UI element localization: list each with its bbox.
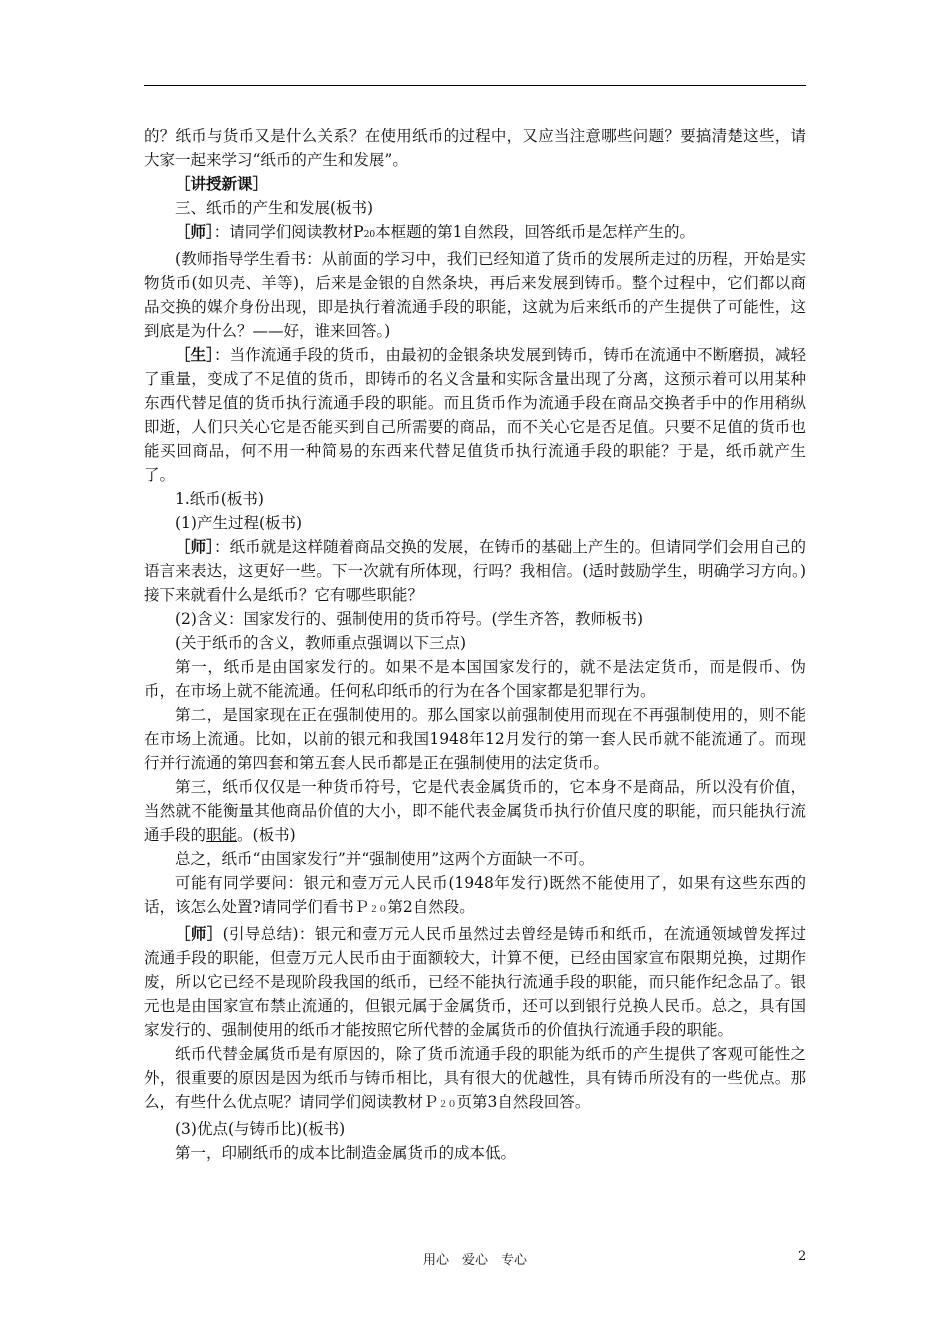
text-run: 。(板书) [237,826,296,844]
text-run: 第2自然段。 [387,898,475,916]
paragraph: 总之，纸币“由国家发行”并“强制使用”这两个方面缺一不可。 [175,850,595,868]
paragraph [144,220,806,247]
speaker-label: ［师］ [175,537,214,556]
text-run: 纸币代替金属货币是有原因的，除了货币流通手段的职能为纸币的产生提供了客观可能性之外，很重要的原因是因为纸币与铸币相比，具有很大的优越性，具有铸币所没有的一些优点。那么，有些什么优点呢？请同学们阅读教材Ｐ [144,1045,806,1111]
paragraph: 第一，纸币是由国家发行的。如果不是本国国家发行的，就不是法定货币，而是假币、伪币，在市场上就不能流通。任何私印纸币的行为在各个国家都是犯罪行为。 [144,658,806,700]
text-run: ：纸币就是这样随着商品交换的发展，在铸币的基础上产生的。但请同学们会用自己的语言来表达，这更好一些。下一次就有所体现，行吗？我相信。(适时鼓励学生，明确学习方向。)接下来就看什么是纸币？它有哪些职能？ [144,538,806,604]
subscript: ２０ [438,1100,457,1110]
speaker-label: ［师］ [175,924,223,943]
text-run: ：当作流通手段的货币，由最初的金银条块发展到铸币，铸币在流通中不断磨损，减轻了重量，变成了不足值的货币，即铸币的名义含量和实际含量出现了分离，这预示着可以用某种东西代替足值的货币执行流通手段的职能。而且货币作为流通手段在商品交换者手中的作用稍纵即逝，人们只关心它是否能买到自己所需要的商品，而不关心它是否足值。只要不足值的货币也能买回商品，何不用一种简易的东西来代替足值货币执行流通手段的职能？于是，纸币就产生了。 [144,346,806,484]
paragraph [144,775,806,847]
text-run: 本框题的第1自然段，回答纸币是怎样产生的。 [375,223,696,241]
paragraph [144,871,806,922]
paragraph: 第一，印刷纸币的成本比制造金属货币的成本低。 [175,1144,517,1162]
header-rule [144,85,806,86]
paragraph: (1)产生过程(板书) [175,514,303,532]
paragraph [144,343,806,487]
paragraph [144,922,806,1042]
text-run: 页第3自然段回答。 [456,1093,591,1111]
text-run: (引导总结)：银元和壹万元人民币虽然过去曾经是铸币和纸币，在流通领域曾发挥过流通手段的职能，但壹万元人民币由于面额较大，计算不便，已经由国家宣布限期兑换，过期作废，所以它已经不是现阶段我国的纸币，已经不能执行流通手段的职能，而只能作纪念品了。银元也是由国家宣布禁止流通的，但银元属于金属货币，还可以到银行兑换人民币。总之，具有国家发行的、强制使用的纸币才能按照它所代替的金属货币的价值执行流通手段的职能。 [144,925,806,1039]
text-run: 可能有同学要问：银元和壹万元人民币(1948年发行)既然不能使用了，如果有这些东西的话，该怎么处置?请同学们看书Ｐ [144,874,806,916]
text-run: ：请同学们阅读教材P [213,223,364,241]
section-heading: ［讲授新课］ [175,174,269,193]
speaker-label: ［师］ [175,222,214,241]
paragraph: (教师指导学生看书：从前面的学习中，我们已经知道了货币的发展所走过的历程，开始是实物货币(如贝壳、羊等)，后来是金银的自然条块，再后来发展到铸币。整个过程中，它们都以商品交换的媒介身份出现，即是执行着流通手段的职能，这就为后来纸币的产生提供了可能性，这到底是为什么？——好，谁来回答。) [144,250,806,340]
text-run: 第三，纸币仅仅是一种货币符号，它是代表金属货币的，它本身不是商品，所以没有价值，当然就不能衡量其他商品价值的大小，即不能代表金属货币执行价值尺度的职能，而只能执行流通手段的 [144,778,806,844]
subscript: 20 [363,230,376,240]
paragraph: (3)优点(与铸币比)(板书) [175,1120,346,1138]
paragraph: (2)含义：国家发行的、强制使用的货币符号。(学生齐答，教师板书) [175,610,644,628]
paragraph: (关于纸币的含义，教师重点强调以下三点) [175,634,467,652]
footer-motto: 用心 爱心 专心 [422,1253,527,1268]
paragraph: 的？纸币与货币又是什么关系？在使用纸币的过程中，又应当注意哪些问题？要搞清楚这些，请大家一起来学习“纸币的产生和发展”。 [144,127,806,169]
document-body [144,124,806,1165]
paragraph [144,535,806,607]
speaker-label: ［生］ [175,345,214,364]
paragraph: 三、纸币的产生和发展(板书) [175,199,374,217]
subscript: ２０ [369,905,388,915]
paragraph [144,1042,806,1117]
underlined-text: 职能 [206,826,238,844]
paragraph: 1.纸币(板书) [175,490,264,508]
page-number: 2 [798,1249,807,1264]
paragraph: 第二，是国家现在正在强制使用的。那么国家以前强制使用而现在不再强制使用的，则不能在市场上流通。比如，以前的银元和我国1948年12月发行的第一套人民币就不能流通了。而现行并行流通的第四套和第五套人民币都是正在强制使用的法定货币。 [144,706,806,772]
